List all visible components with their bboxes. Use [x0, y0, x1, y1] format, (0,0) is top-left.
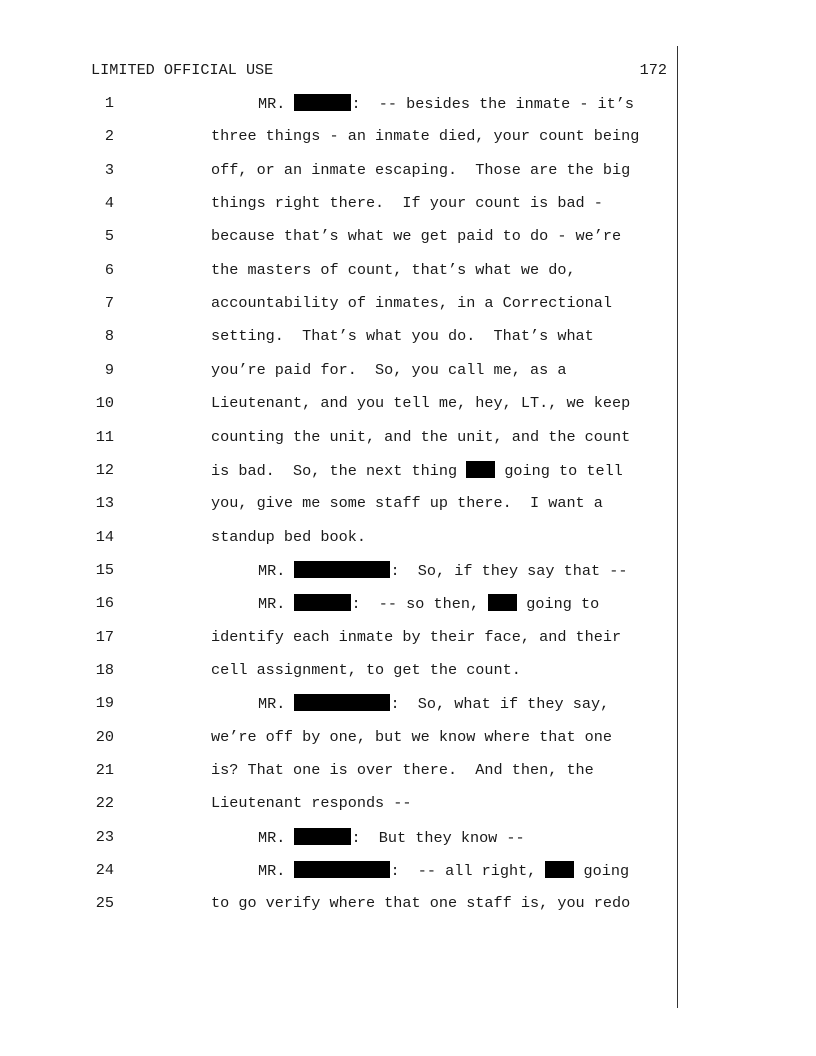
- classification-header: LIMITED OFFICIAL USE: [91, 61, 274, 79]
- transcript-line: [0, 194, 680, 214]
- line-number: 15: [95, 560, 114, 579]
- line-text: [211, 294, 612, 312]
- transcript-line: [0, 161, 680, 181]
- line-text: [211, 794, 412, 812]
- line-number: 11: [95, 427, 114, 446]
- text-segment: : -- besides the inmate - it’s: [351, 95, 635, 113]
- line-number: 7: [104, 294, 114, 313]
- transcript-line: [0, 828, 680, 848]
- transcript-line: [0, 628, 680, 648]
- transcript-line: [0, 594, 680, 614]
- transcript-line: [0, 494, 680, 514]
- line-text: [211, 661, 521, 679]
- text-segment: because that’s what we get paid to do - we’re: [211, 227, 622, 246]
- text-segment: : -- all right,: [390, 862, 546, 881]
- text-segment: : So, if they say that --: [390, 561, 628, 580]
- transcript-line: [0, 94, 680, 114]
- transcript-line: [0, 861, 680, 881]
- line-text: [211, 628, 621, 646]
- text-segment: to go verify where that one staff is, you redo: [211, 894, 631, 913]
- text-segment: going: [574, 862, 630, 881]
- transcript-line: [0, 894, 680, 914]
- line-number: 6: [104, 260, 114, 279]
- text-segment: counting the unit, and the unit, and the count: [211, 427, 631, 446]
- transcript-line: [0, 261, 680, 281]
- text-segment: : But they know --: [351, 828, 525, 847]
- text-segment: MR.: [258, 862, 295, 881]
- text-segment: setting. That’s what you do. That’s what: [211, 327, 594, 346]
- line-text: [258, 94, 634, 113]
- redaction-box: [294, 594, 351, 611]
- line-text: [211, 127, 639, 145]
- line-number: 9: [104, 360, 114, 379]
- transcript-line: [0, 428, 680, 448]
- line-number: 22: [95, 794, 114, 813]
- line-number: 23: [95, 827, 114, 846]
- text-segment: MR.: [258, 595, 295, 614]
- redaction-box: [466, 461, 495, 478]
- transcript-line: [0, 394, 680, 414]
- transcript-line: [0, 728, 680, 748]
- redaction-box: [294, 694, 390, 711]
- text-segment: MR.: [258, 561, 295, 580]
- line-text: [211, 461, 623, 480]
- text-segment: is? That one is over there. And then, the: [211, 761, 594, 779]
- line-number: 4: [104, 194, 114, 213]
- line-number: 10: [95, 394, 114, 413]
- text-segment: the masters of count, that’s what we do,: [211, 260, 576, 279]
- text-segment: things right there. If your count is bad -: [211, 194, 603, 213]
- line-number: 19: [95, 694, 114, 713]
- line-number: 16: [95, 594, 114, 613]
- line-text: [211, 494, 603, 512]
- text-segment: going to tell: [495, 461, 623, 480]
- text-segment: MR.: [258, 695, 295, 714]
- redaction-box: [294, 828, 351, 845]
- line-text: [258, 861, 629, 880]
- line-text: [211, 261, 576, 279]
- line-number: 24: [95, 861, 114, 880]
- line-text: [211, 327, 594, 345]
- transcript-line: [0, 127, 680, 147]
- line-text: [258, 828, 525, 847]
- text-segment: standup bed book.: [211, 527, 366, 546]
- line-number: 13: [95, 494, 114, 513]
- transcript-line: [0, 794, 680, 814]
- line-text: [211, 761, 594, 779]
- text-segment: you, give me some staff up there. I want a: [211, 494, 603, 513]
- line-number: 20: [95, 727, 114, 746]
- transcript-line: [0, 327, 680, 347]
- line-number: 17: [95, 627, 114, 646]
- line-number: 8: [104, 327, 114, 346]
- line-number: 12: [95, 460, 114, 479]
- text-segment: we’re off by one, but we know where that one: [211, 727, 613, 746]
- line-text: [258, 694, 609, 713]
- text-segment: MR.: [258, 95, 295, 113]
- text-segment: MR.: [258, 828, 295, 847]
- line-text: [211, 227, 621, 245]
- text-segment: three things - an inmate died, your count being: [211, 127, 640, 146]
- text-segment: going to: [517, 595, 600, 614]
- transcript-line: [0, 227, 680, 247]
- line-text: [211, 361, 566, 379]
- line-number: 5: [104, 227, 114, 246]
- transcript-line: [0, 561, 680, 581]
- page-number: 172: [639, 61, 667, 79]
- line-text: [258, 594, 599, 613]
- text-segment: off, or an inmate escaping. Those are the big: [211, 160, 631, 179]
- line-text: [211, 194, 603, 212]
- text-segment: : So, what if they say,: [390, 695, 610, 714]
- transcript-line: [0, 294, 680, 314]
- line-number: 14: [95, 527, 114, 546]
- text-segment: you’re paid for. So, you call me, as a: [211, 360, 567, 379]
- transcript-line: [0, 461, 680, 481]
- redaction-box: [294, 861, 390, 878]
- redaction-box: [294, 94, 351, 111]
- redaction-box: [545, 861, 574, 878]
- transcript-line: [0, 694, 680, 714]
- line-text: [211, 528, 366, 546]
- line-text: [211, 894, 630, 912]
- text-segment: : -- so then,: [351, 595, 489, 614]
- line-text: [211, 728, 612, 746]
- line-number: 18: [95, 660, 114, 679]
- text-segment: Lieutenant, and you tell me, hey, LT., we keep: [211, 394, 631, 413]
- line-text: [211, 394, 630, 412]
- line-number: 2: [104, 127, 114, 146]
- transcript-line: [0, 361, 680, 381]
- line-number: 25: [95, 894, 114, 913]
- transcript-line: [0, 528, 680, 548]
- line-number: 1: [104, 94, 114, 112]
- line-text: [258, 561, 627, 580]
- transcript-line: [0, 661, 680, 681]
- text-segment: accountability of inmates, in a Correctional: [211, 294, 613, 313]
- redaction-box: [488, 594, 517, 611]
- text-segment: cell assignment, to get the count.: [211, 660, 521, 679]
- text-segment: identify each inmate by their face, and their: [211, 627, 622, 646]
- line-text: [211, 428, 630, 446]
- transcript-line: [0, 761, 680, 781]
- text-segment: Lieutenant responds --: [211, 794, 412, 813]
- redaction-box: [294, 561, 390, 578]
- text-segment: is bad. So, the next thing: [211, 461, 467, 480]
- line-text: [211, 161, 630, 179]
- line-number: 3: [104, 160, 114, 179]
- line-number: 21: [95, 761, 114, 779]
